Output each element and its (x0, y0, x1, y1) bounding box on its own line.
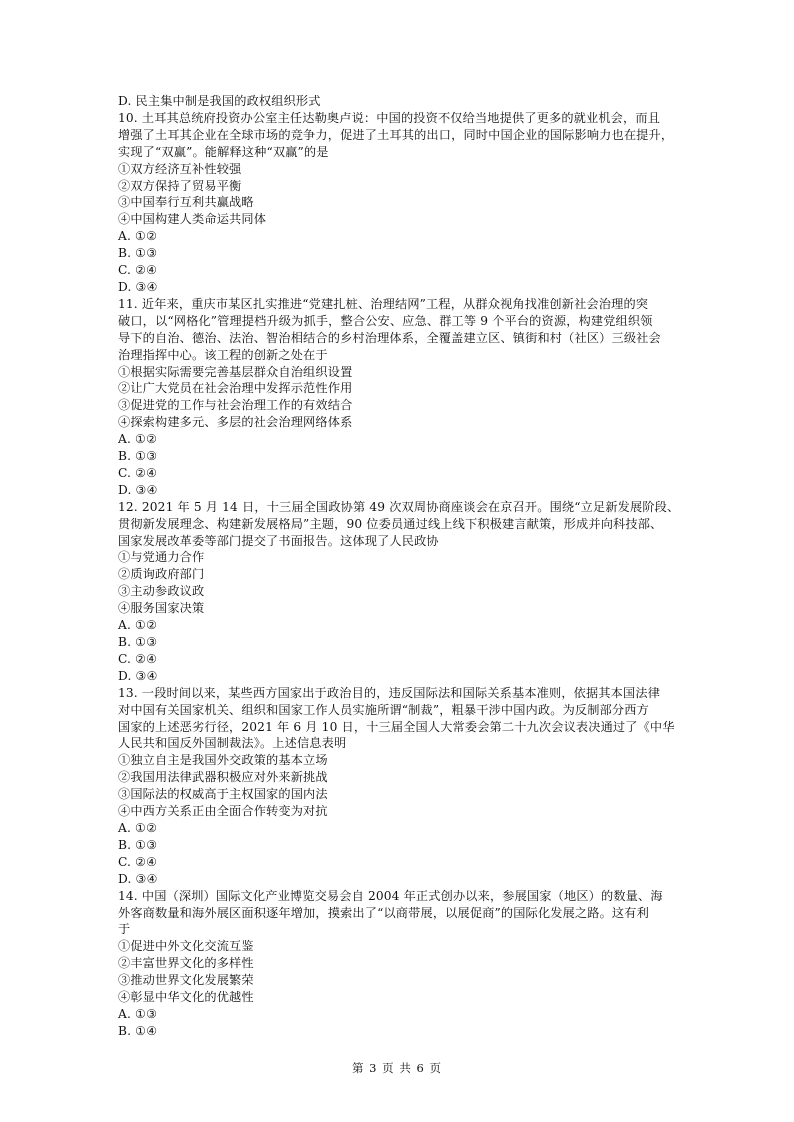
text-line: ①根据实际需要完善基层群众自治组织设置 (118, 364, 353, 379)
text-line: A. ①② (118, 618, 158, 633)
text-line: 增强了土耳其企业在全球市场的竞争力，促进了土耳其的出口，同时中国企业的国际影响力也在提升， (118, 127, 674, 142)
text-line: 14. 中国（深圳）国际文化产业博览交易会自 2004 年正式创办以来，参展国家（地区）的数量、海 (118, 888, 663, 903)
text-line: ②双方保持了贸易平衡 (118, 178, 242, 193)
text-line: D. ③④ (118, 279, 158, 294)
text-line: ④服务国家决策 (118, 601, 205, 616)
text-line: D. ③④ (118, 482, 158, 497)
text-line: 贯彻新发展理念、构建新发展格局”主题，90 位委员通过线上线下积极建言献策，形成并向科技部、 (118, 516, 663, 531)
text-line: C. ②④ (118, 263, 158, 278)
text-line: ①独立自主是我国外交政策的基本立场 (118, 753, 328, 768)
text-line: ④探索构建多元、多层的社会治理网络体系 (118, 415, 353, 430)
text-line: ④中西方关系正由全面合作转变为对抗 (118, 804, 328, 819)
text-line: B. ①③ (118, 635, 158, 649)
text-line: B. ①④ (118, 1023, 158, 1038)
text-line: 破口，以“网格化”管理提档升级为抓手，整合公安、应急、群工等 9 个平台的资源，构建党组织领 (118, 313, 653, 328)
text-line: C. ②④ (118, 854, 158, 869)
text-line: ③促进党的工作与社会治理工作的有效结合 (118, 398, 353, 413)
text-line: ④彰显中华文化的优越性 (118, 990, 254, 1005)
text-line: D. 民主集中制是我国的政权组织形式 (118, 94, 321, 108)
text-line: 12. 2021 年 5 月 14 日，十三届全国政协第 49 次双周协商座谈会在京召开。围绕“立足新发展阶段、 (118, 499, 680, 514)
text-line: 对中国有关国家机关、组织和国家工作人员实施所谓“制裁”，粗暴干涉中国内政。为反制部分西方 (118, 702, 649, 717)
text-line: ③主动参政议政 (118, 584, 205, 599)
text-line: 13. 一段时间以来，某些西方国家出于政治目的，违反国际法和国际关系基本准则，依据其本国法律 (118, 685, 661, 700)
text-line: ②丰富世界文化的多样性 (118, 956, 254, 971)
text-line: 治理指挥中心。该工程的创新之处在于 (118, 347, 328, 362)
text-line: 实现了“双赢”。能解释这种“双赢”的是 (118, 144, 329, 159)
text-line: 国家的上述恶劣行径，2021 年 6 月 10 日，十三届全国人大常委会第二十九次会议表决通过了《中华 (118, 719, 675, 734)
text-line: A. ①② (118, 229, 158, 244)
text-line: ②我国用法律武器积极应对外来新挑战 (118, 770, 328, 785)
text-line: B. ①③ (118, 837, 158, 852)
text-line: ①促进中外文化交流互鉴 (118, 939, 254, 954)
text-line: B. ①③ (118, 449, 158, 464)
text-line: 10. 土耳其总统府投资办公室主任达勒奥卢说：中国的投资不仅给当地提供了更多的就业机会，而且 (118, 110, 661, 125)
text-line: 导下的自治、德治、法治、智治相结合的乡村治理体系，全覆盖建立区、镇街和村（社区）三级社会 (118, 330, 661, 345)
page-footer: 第 3 页 共 6 页 (352, 1061, 442, 1075)
text-line: ②让广大党员在社会治理中发挥示范性作用 (118, 381, 353, 396)
text-line: B. ①③ (118, 246, 158, 261)
text-line: 国家发展改革委等部门提交了书面报告。这体现了人民政协 (118, 533, 439, 548)
text-line: 外客商数量和海外展区面积逐年增加，摸索出了“以商带展，以展促商”的国际化发展之路。这有利 (118, 905, 649, 920)
text-line: A. ①② (118, 820, 158, 835)
text-line: D. ③④ (118, 668, 158, 683)
text-line: C. ②④ (118, 465, 158, 480)
text-line: ①与党通力合作 (118, 550, 205, 565)
text-line: 人民共和国反外国制裁法》。上述信息表明 (118, 736, 347, 751)
text-line: ③推动世界文化发展繁荣 (118, 973, 254, 988)
text-line: ④中国构建人类命运共同体 (118, 212, 267, 227)
text-line: 11. 近年来，重庆市某区扎实推进“党建扎桩、治理结网”工程，从群众视角找准创新社会治理的突 (118, 296, 649, 311)
text-line: 于 (118, 922, 131, 937)
text-line: A. ①② (118, 432, 158, 447)
document-body (118, 93, 678, 1040)
text-line: ③国际法的权威高于主权国家的国内法 (118, 787, 328, 802)
text-line: A. ①③ (118, 1006, 158, 1021)
text-line: ①双方经济互补性较强 (118, 161, 242, 176)
text-line: D. ③④ (118, 871, 158, 886)
text-line: ②质询政府部门 (118, 567, 205, 582)
text-line: ③中国奉行互利共赢战略 (118, 195, 254, 210)
text-line: C. ②④ (118, 651, 158, 666)
